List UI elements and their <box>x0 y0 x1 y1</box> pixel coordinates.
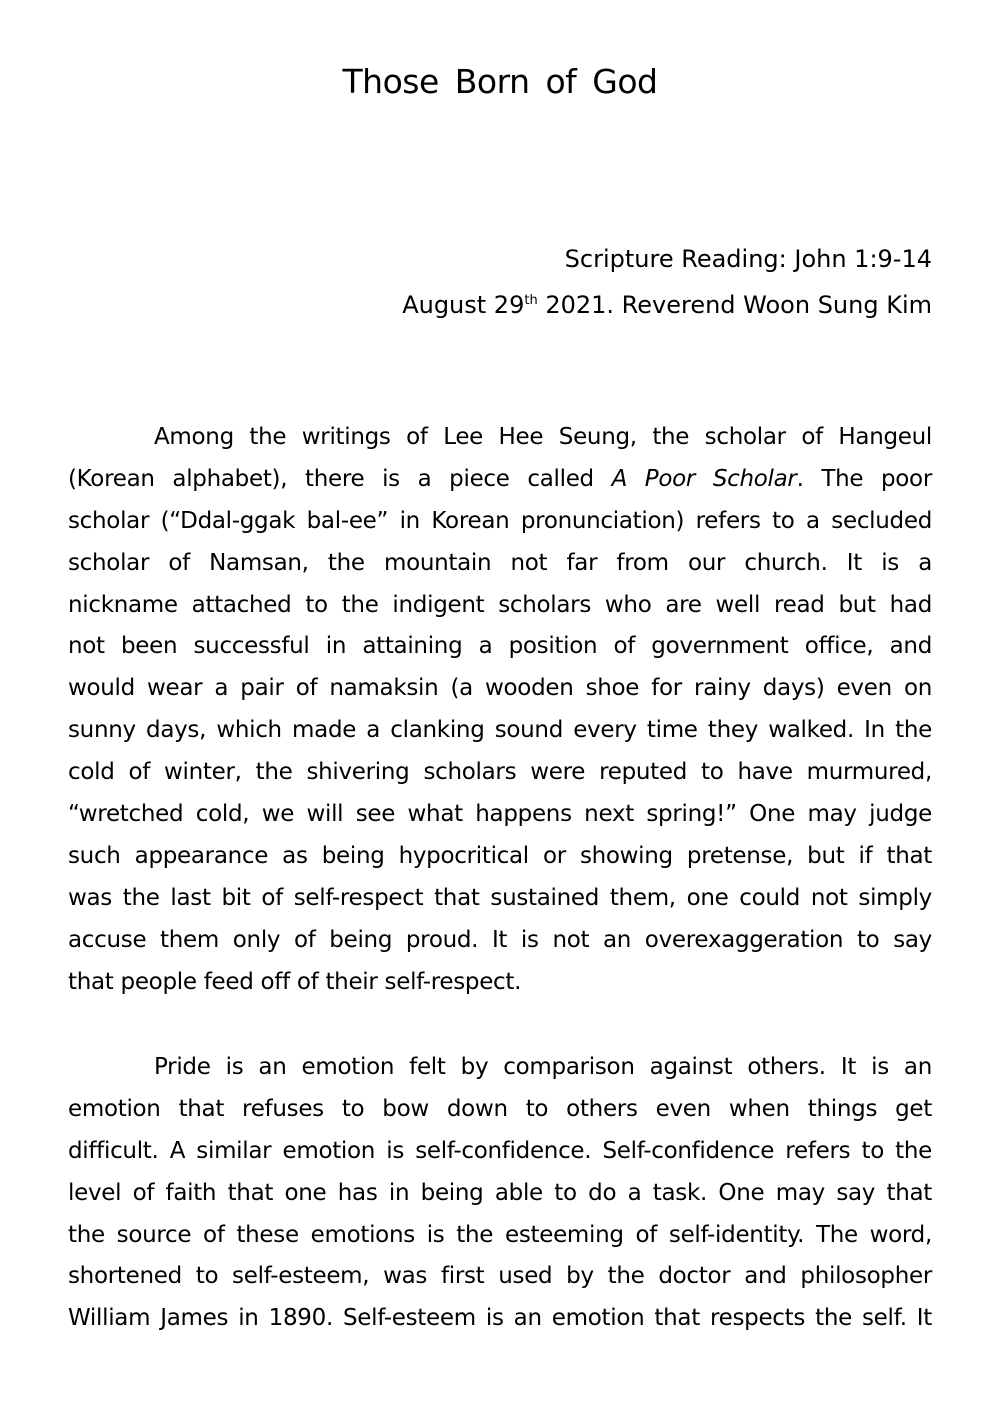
sermon-metadata <box>402 236 932 328</box>
text-line: was the last bit of self-respect that sustained them, one could not simply <box>68 884 932 911</box>
paragraph-2 <box>68 1047 932 1340</box>
text-line: difficult. A similar emotion is self-confidence. Self-confidence refers to the <box>68 1137 932 1164</box>
text-line: the source of these emotions is the esteeming of self-identity. The word, <box>68 1221 932 1248</box>
text-line: scholar of Namsan, the mountain not far from our church. It is a <box>68 549 932 576</box>
text-line: cold of winter, the shivering scholars were reputed to have murmured, <box>68 759 932 786</box>
text-fragment: . The poor <box>796 465 932 492</box>
text-line: Among the writings of Lee Hee Seung, the scholar of Hangeul <box>154 424 932 450</box>
date-superscript: th <box>524 293 538 308</box>
text-line: level of faith that one has in being able to do a task. One may say that <box>68 1179 932 1206</box>
text-line: would wear a pair of namaksin (a wooden shoe for rainy days) even on <box>68 675 932 702</box>
document-title: Those Born of God <box>342 62 658 101</box>
text-line: sunny days, which made a clanking sound every time they walked. In the <box>68 717 932 744</box>
text-line: shortened to self-esteem, was first used by the doctor and philosopher <box>68 1263 932 1290</box>
text-line: that people feed off of their self-respect. <box>68 968 522 995</box>
text-line: accuse them only of being proud. It is not an overexaggeration to say <box>68 926 932 953</box>
date-suffix: 2021. Reverend Woon Sung Kim <box>537 291 932 319</box>
text-fragment: (Korean alphabet), there is a piece called <box>68 465 612 492</box>
text-line: Pride is an emotion felt by comparison against others. It is an <box>154 1054 932 1080</box>
text-line: such appearance as being hypocritical or showing pretense, but if that <box>68 842 932 869</box>
sermon-date-author <box>402 282 932 328</box>
text-line: scholar (“Ddal-ggak bal-ee” in Korean pronunciation) refers to a secluded <box>68 507 932 534</box>
date-prefix: August 29 <box>402 291 525 319</box>
text-line <box>68 459 932 501</box>
text-line: “wretched cold, we will see what happens next spring!” One may judge <box>68 801 932 828</box>
book-title: A Poor Scholar <box>611 465 797 492</box>
text-line: nickname attached to the indigent scholars who are well read but had <box>68 591 932 618</box>
scripture-reading: Scripture Reading: John 1:9-14 <box>564 245 932 273</box>
text-line: William James in 1890. Self-esteem is an emotion that respects the self. It <box>68 1305 932 1332</box>
text-line: not been successful in attaining a position of government office, and <box>68 633 932 660</box>
paragraph-1 <box>68 417 932 1003</box>
text-line: emotion that refuses to bow down to others even when things get <box>68 1095 932 1122</box>
